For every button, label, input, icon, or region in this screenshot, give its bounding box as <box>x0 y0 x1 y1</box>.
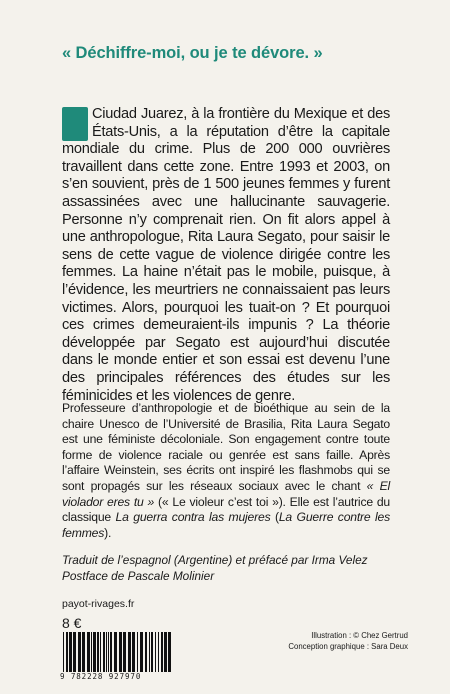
barcode-bar <box>155 632 156 672</box>
barcode-bar <box>123 632 126 672</box>
barcode-bar <box>97 632 99 672</box>
barcode-bar <box>78 632 81 672</box>
barcode-bar <box>100 632 101 672</box>
barcode-bar <box>63 632 64 672</box>
bio-text-3: ( <box>270 510 279 525</box>
bio-text-2: (« Le violeur c’est toi »). Elle est l’autrice du classique <box>62 494 390 525</box>
price: 8 € <box>62 615 82 631</box>
postface-credit: Postface de Pascale Molinier <box>62 568 215 583</box>
barcode-bar <box>108 632 109 672</box>
barcode-bar <box>87 632 90 672</box>
barcode-bar <box>73 632 76 672</box>
bio-book-title-fr: La Guerre contre les femmes <box>62 510 390 540</box>
bio-song-title: « El violador eres tu » <box>62 478 391 509</box>
barcode-bar <box>168 632 171 672</box>
barcode-bar <box>149 632 150 672</box>
epigraph-quote: « Déchiffre-moi, ou je te dévore. » <box>62 44 323 62</box>
author-bio <box>62 401 390 541</box>
barcode-bar <box>114 632 117 672</box>
isbn-number: 9 782228 927970 <box>60 672 180 681</box>
barcode-bar <box>106 632 107 672</box>
barcode-graphic <box>62 632 174 672</box>
dropcap-block <box>62 107 88 141</box>
barcode-bar <box>82 632 85 672</box>
barcode-bar <box>140 632 143 672</box>
barcode-bar <box>132 632 135 672</box>
barcode-bar <box>103 632 105 672</box>
barcode-bar <box>161 632 163 672</box>
main-blurb-text: Ciudad Juarez, à la frontière du Mexique et des États-Unis, a la réputation d’être la capitale mondiale du crime. Plus de 200 000 ouvrières travaillent dans cette zone. Entre 1993 et 2003, on s’en souvient, près de 1 500 jeunes femmes y furent assassinées avec une hallucinante sauvagerie. Personne n’y comprenait rien. On fit alors appel à une anthropologue, Rita Laura Segato, pour saisir le sens de cette vague de violence dirigée contre les femmes. La haine n’était pas le mobile, puisque, à l’évidence, les meurtriers ne connaissaient pas leurs victimes. Alors, pourquoi les tuait-on ? Et pourquoi ces crimes demeuraient-ils impunis ? La théorie développée par Segato est aujourd’hui discutée dans le monde entier et son essai est devenu l’une des principales références des études sur les féminicides et les violences de genre. <box>62 106 390 404</box>
barcode-bar <box>110 632 112 672</box>
bio-book-title: La guerra contra las mujeres <box>115 510 271 525</box>
illustration-credit: Illustration : © Chez Gertrud <box>311 631 408 640</box>
barcode-bar <box>145 632 147 672</box>
barcode-bar <box>93 632 96 672</box>
barcode-bar <box>69 632 72 672</box>
barcode-bar <box>164 632 167 672</box>
main-blurb <box>62 106 390 405</box>
cover-credits <box>288 631 408 652</box>
publisher-website: payot-rivages.fr <box>62 598 135 610</box>
credits <box>62 553 402 584</box>
barcode-bar <box>91 632 92 672</box>
barcode-bar <box>128 632 131 672</box>
translation-credit: Traduit de l’espagnol (Argentine) et préfacé par Irma Velez <box>62 553 368 567</box>
barcode-bar <box>158 632 159 672</box>
barcode-bar <box>66 632 68 672</box>
bio-text-1: Professeure d’anthropologie et de bioéthique au sein de la chaire Unesco de l’Université de Brasilia, Rita Laura Segato est une féministe décoloniale. Son engagement contre toute forme de violence raciale ou genrée est sans faille. Après l’affaire Weinstein, ses écrits ont inspiré les flashmobs qui se sont propagés sur les réseaux sociaux avec le chant <box>62 401 390 493</box>
bio-text-4: ). <box>104 525 112 540</box>
barcode-bar <box>119 632 122 672</box>
barcode-bar <box>151 632 153 672</box>
design-credit: Conception graphique : Sara Deux <box>288 641 408 651</box>
barcode-bar <box>137 632 138 672</box>
